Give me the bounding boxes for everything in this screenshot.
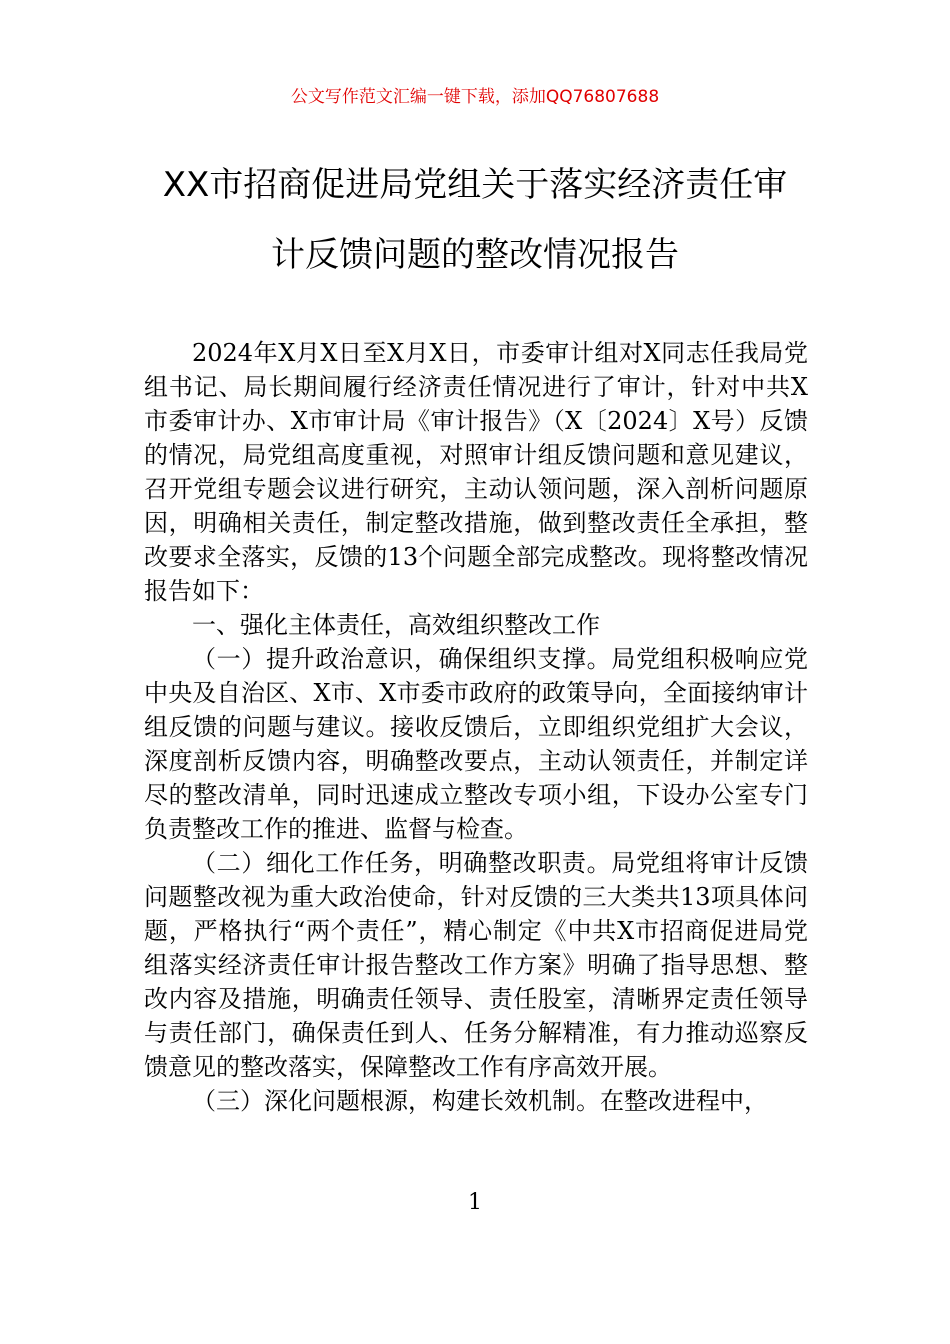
subsection-paragraph-3: （三）深化问题根源，构建长效机制。在整改进程中，	[192, 1087, 768, 1115]
title-line-2: 计反馈问题的整改情况报告	[271, 235, 679, 275]
page-number: 1	[468, 1190, 482, 1215]
document-title	[110, 150, 840, 290]
subsection-paragraph-1: （一）提升政治意识，确保组织支撑。局党组积极响应党中央及自治区、X市、X市委市政府的政策导向，全面接纳审计组反馈的问题与建议。接收反馈后，立即组织党组扩大会议，深度剖析反馈内容，明确整改要点，主动认领责任，并制定详尽的整改清单，同时迅速成立整改专项小组，下设办公室专门负责整改工作的推进、监督与检查。	[144, 645, 808, 843]
document-body	[144, 336, 808, 1118]
intro-paragraph: 2024年X月X日至X月X日，市委审计组对X同志任我局党组书记、局长期间履行经济责任情况进行了审计，针对中共X市委审计办、X市审计局《审计报告》（X〔2024〕X号）反馈的情况，局党组高度重视，对照审计组反馈问题和意见建议，召开党组专题会议进行研究，主动认领问题，深入剖析问题原因，明确相关责任，制定整改措施，做到整改责任全承担，整改要求全落实，反馈的13个问题全部完成整改。现将整改情况报告如下：	[144, 339, 808, 605]
subsection-paragraph-2: （二）细化工作任务，明确整改职责。局党组将审计反馈问题整改视为重大政治使命，针对反馈的三大类共13项具体问题，严格执行“两个责任”，精心制定《中共X市招商促进局党组落实经济责任审计报告整改工作方案》明确了指导思想、整改内容及措施，明确责任领导、责任股室，清晰界定责任领导与责任部门，确保责任到人、任务分解精准，有力推动巡察反馈意见的整改落实，保障整改工作有序高效开展。	[144, 849, 808, 1081]
title-line-1: XX市招商促进局党组关于落实经济责任审	[162, 165, 788, 205]
section-heading-1: 一、强化主体责任，高效组织整改工作	[192, 611, 600, 639]
download-notice: 公文写作范文汇编一键下载，添加QQ76807688	[290, 87, 660, 107]
